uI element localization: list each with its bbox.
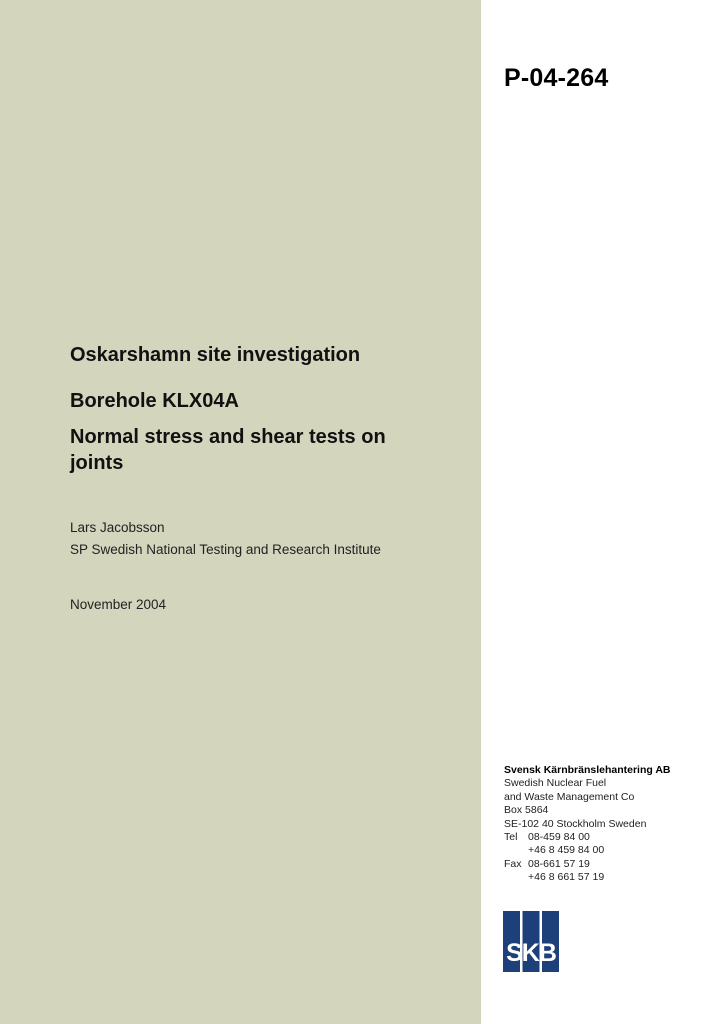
fax-number-2: +46 8 661 57 19 xyxy=(528,871,605,884)
tel-number-1: 08-459 84 00 xyxy=(528,831,590,844)
title-borehole: Borehole KLX04A xyxy=(70,390,239,412)
author-block xyxy=(70,517,381,561)
publisher-line-2: and Waste Management Co xyxy=(504,790,635,803)
title-block xyxy=(70,342,470,476)
publication-date: November 2004 xyxy=(70,597,167,612)
tel-number-2: +46 8 459 84 00 xyxy=(528,844,605,857)
publisher-box: Box 5864 xyxy=(504,804,549,817)
author-organization: SP Swedish National Testing and Research Institute xyxy=(70,542,381,557)
title-site-investigation: Oskarshamn site investigation xyxy=(70,344,361,366)
fax-label: Fax xyxy=(504,857,522,870)
fax-number-1: 08-661 57 19 xyxy=(528,857,590,870)
tel-label: Tel xyxy=(504,831,518,844)
skb-logo xyxy=(503,911,559,972)
tel-row-2 xyxy=(504,844,671,857)
tel-row-1 xyxy=(504,831,671,844)
publisher-name: Svensk Kärnbränslehantering AB xyxy=(504,764,671,776)
publisher-address: SE-102 40 Stockholm Sweden xyxy=(504,817,647,830)
fax-row-1 xyxy=(504,858,671,871)
title-report-subject: Normal stress and shear tests on joints xyxy=(70,426,386,474)
svg-text:SKB: SKB xyxy=(506,939,556,967)
report-number: P-04-264 xyxy=(504,64,609,92)
fax-row-2 xyxy=(504,871,671,884)
publisher-block xyxy=(504,764,671,885)
author-name: Lars Jacobsson xyxy=(70,520,165,535)
publisher-line-1: Swedish Nuclear Fuel xyxy=(504,777,607,790)
